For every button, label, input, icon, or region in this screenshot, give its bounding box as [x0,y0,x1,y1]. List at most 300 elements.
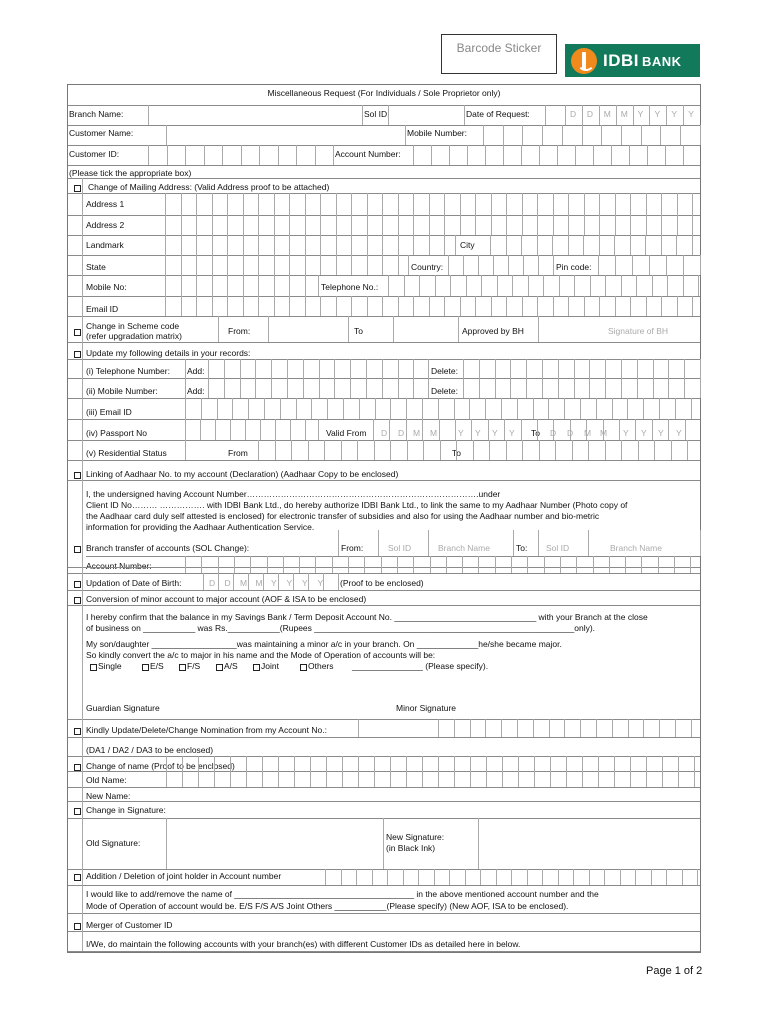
mode-label: F/S [187,661,201,671]
cell-divider [615,296,616,316]
cell-divider [582,105,583,125]
rule-line [68,573,700,574]
landmark-label: Landmark [86,240,124,250]
name-change-checkbox[interactable] [74,764,81,771]
telephone-no-label: Telephone No.: [321,282,379,292]
cell-divider [348,316,349,342]
bank-logo [565,44,700,77]
cell-divider [470,756,471,787]
passport-date-char: M [413,428,421,438]
cell-divider [423,440,424,460]
cell-divider [668,419,669,440]
cell-divider [227,193,228,215]
passport-date-char: M [430,428,438,438]
cell-divider [181,235,182,255]
nomination-checkbox[interactable] [74,728,81,735]
cell-divider [303,359,304,398]
logo-word: BANK [642,53,682,69]
cell-divider [444,296,445,316]
cell-divider [430,556,431,573]
cell-divider [243,215,244,235]
cell-divider [444,235,445,255]
branch-transfer-from-label: From: [341,543,364,553]
date-char: Y [637,109,644,119]
cell-divider [407,440,408,460]
cell-divider [165,275,166,296]
cell-divider [351,296,352,316]
cell-divider [390,398,391,419]
rule-line [68,398,700,399]
cell-divider [543,275,544,296]
cell-divider [470,719,471,737]
cell-divider [653,359,654,398]
cell-divider [389,419,390,440]
old-signature-label: Old Signature: [86,838,141,848]
cell-divider [181,275,182,296]
cell-divider [589,869,590,885]
dob-date-char: Y [317,578,324,588]
cell-divider [633,105,634,125]
cell-divider [283,556,284,573]
merger-checkbox[interactable] [74,923,81,930]
cell-divider [537,296,538,316]
cell-divider [466,275,467,296]
cell-divider [611,145,612,165]
cell-divider [294,756,295,787]
cell-divider [343,398,344,419]
date-char: D [586,109,594,119]
cell-divider [475,296,476,316]
cell-divider [255,359,256,398]
cell-divider [212,235,213,255]
cell-divider [271,359,272,398]
cell-divider [478,556,479,573]
cell-divider [359,398,360,419]
cell-divider [196,275,197,296]
page-number: Page 1 of 2 [646,965,703,977]
telephone-number-label: (i) Telephone Number: [86,366,170,376]
dob-date-char: Y [302,578,308,588]
barcode-sticker-box [441,34,557,74]
cell-divider [647,145,648,165]
cell-divider [661,193,662,215]
cell-divider [274,215,275,235]
cell-divider [375,398,376,419]
cell-divider [324,440,325,460]
email-update-label: (iii) Email ID [86,407,132,417]
rule-line [68,818,700,819]
dob-date-char: D [224,578,231,588]
rule-line [68,801,700,802]
tick-note: (Please tick the appropriate box) [69,168,192,178]
form-title: Miscellaneous Request (For Individuals / Sole Proprietor only) [267,88,501,98]
cell-divider [208,359,209,398]
barcode-label: Barcode Sticker [456,41,542,55]
mobile-delete-label: Delete: [431,386,458,396]
cell-divider [588,440,589,460]
cell-divider [630,193,631,215]
cell-divider [684,359,685,398]
cell-divider [490,235,491,255]
cell-divider [448,255,449,275]
cell-divider [429,215,430,235]
passport-date-char: M [600,428,608,438]
cell-divider [676,235,677,255]
cell-divider [537,193,538,215]
old-name-label: Old Name: [86,775,127,785]
cell-divider [565,105,566,125]
cell-divider [580,719,581,737]
cell-divider [521,235,522,255]
cell-divider [654,440,655,460]
cell-divider [661,296,662,316]
mode-checkbox[interactable] [253,664,260,671]
cell-divider [598,756,599,787]
cell-divider [549,719,550,737]
cell-divider [185,145,186,165]
cell-divider [641,125,642,145]
rule-line [86,556,700,557]
aadhaar-checkbox[interactable] [74,472,81,479]
cell-divider [434,869,435,885]
cell-divider [351,255,352,275]
cell-divider [367,235,368,255]
cell-divider [674,556,675,573]
cell-divider [182,756,183,787]
cell-divider [422,419,423,440]
cell-divider [553,193,554,215]
cell-divider [666,105,667,125]
cell-divider [342,756,343,787]
cell-divider [568,235,569,255]
branch-name-label: Branch Name: [69,109,124,119]
cell-divider [683,105,684,125]
cell-divider [564,398,565,419]
mode-checkbox[interactable] [300,664,307,671]
branch-transfer-checkbox[interactable] [74,546,81,553]
cell-divider [512,275,513,296]
cell-divider [553,215,554,235]
cell-divider [258,193,259,215]
cell-divider [698,275,699,296]
to-branch-name-placeholder: Branch Name [610,543,662,553]
cell-divider [692,215,693,235]
cell-divider [214,756,215,787]
cell-divider [264,398,265,419]
cell-divider [643,719,644,737]
rule-line [68,178,700,179]
cell-divider [336,255,337,275]
cell-divider [485,719,486,737]
cell-divider [227,275,228,296]
cell-divider [497,275,498,296]
cell-divider [181,255,182,275]
cell-divider [440,440,441,460]
cell-divider [278,756,279,787]
cell-divider [212,275,213,296]
cell-divider [259,145,260,165]
cell-divider [181,215,182,235]
date-char: Y [671,109,678,119]
cell-divider [444,215,445,235]
cell-divider [382,255,383,275]
cell-divider [323,573,324,590]
date-char: D [570,109,577,119]
cell-divider [544,556,545,573]
cell-divider [463,359,464,398]
account-number-label: Account Number: [335,149,401,159]
cell-divider [382,359,383,398]
cell-divider [645,235,646,255]
mobile-no-label: Mobile No: [86,282,127,292]
cell-divider [675,719,676,737]
mailing-checkbox[interactable] [74,185,81,192]
cell-divider [230,419,231,440]
cell-divider [406,419,407,440]
cell-divider [527,556,528,573]
cell-divider [227,235,228,255]
cell-divider [668,359,669,398]
cell-divider [165,193,166,215]
cell-divider [320,296,321,316]
rule-line [68,869,700,870]
cell-divider [504,419,505,440]
cell-divider [305,296,306,316]
cell-divider [518,756,519,787]
cell-divider [341,440,342,460]
cell-divider [513,530,514,556]
cell-divider [201,398,202,419]
mailing-title: Change of Mailing Address: (Valid Address proof to be attached) [88,182,330,192]
cell-divider [250,556,251,573]
cell-divider [388,105,389,125]
cell-divider [479,359,480,398]
cell-divider [289,296,290,316]
dob-checkbox[interactable] [74,581,81,588]
minor-checkbox[interactable] [74,597,81,604]
cell-divider [683,255,684,275]
cell-divider [621,275,622,296]
cell-divider [227,296,228,316]
cell-divider [196,215,197,235]
signature-checkbox[interactable] [74,808,81,815]
cell-divider [262,756,263,787]
cell-divider [615,193,616,215]
mode-checkbox[interactable] [142,664,149,671]
cell-divider [455,235,456,255]
cell-divider [275,419,276,440]
cell-divider [222,145,223,165]
cell-divider [218,556,219,573]
cell-divider [677,215,678,235]
cell-divider [258,255,259,275]
rule-line [68,771,700,772]
from-branch-name-placeholder: Branch Name [438,543,490,553]
cell-divider [506,440,507,460]
update-checkbox[interactable] [74,351,81,358]
cell-divider [638,440,639,460]
mode-checkbox[interactable] [90,664,97,671]
cell-divider [185,359,186,398]
cell-divider [332,556,333,573]
scheme-checkbox[interactable] [74,329,81,336]
cell-divider [305,235,306,255]
passport-date-char: Y [509,428,515,438]
cell-divider [677,193,678,215]
mobile-number-label: Mobile Number: [407,128,467,138]
passport-date-char: Y [492,428,498,438]
cell-divider [456,440,457,460]
passport-date-char: D [567,428,574,438]
cell-divider [305,193,306,215]
cell-divider [398,359,399,398]
mode-checkbox[interactable] [179,664,186,671]
cell-divider [649,255,650,275]
cell-divider [560,556,561,573]
cell-divider [196,235,197,255]
cell-divider [574,359,575,398]
cell-divider [201,556,202,573]
cell-divider [545,105,546,125]
cell-divider [278,573,279,590]
cell-divider [495,556,496,573]
cell-divider [212,296,213,316]
cell-divider [439,419,440,440]
cell-divider [422,398,423,419]
cell-divider [506,193,507,215]
cell-divider [471,419,472,440]
joint-holder-checkbox[interactable] [74,874,81,881]
cell-divider [278,145,279,165]
cell-divider [383,818,384,869]
cell-divider [601,125,602,145]
cell-divider [491,296,492,316]
cell-divider [212,215,213,235]
cell-divider [438,756,439,787]
nomination-forms-note: (DA1 / DA2 / DA3 to be enclosed) [86,745,214,755]
mode-label: Others [308,661,334,671]
cell-divider [550,756,551,787]
cell-divider [413,359,414,398]
cell-divider [289,255,290,275]
cell-divider [382,215,383,235]
passport-date-char: Y [623,428,629,438]
cell-divider [573,869,574,885]
cell-divider [418,869,419,885]
cell-divider [619,419,620,440]
cell-divider [510,359,511,398]
passport-date-char: Y [641,428,647,438]
cell-divider [243,275,244,296]
cell-divider [358,756,359,787]
cell-divider [661,235,662,255]
cell-divider [408,255,409,275]
customer-id-label: Customer ID: [69,149,120,159]
cell-divider [419,275,420,296]
dob-date-char: Y [271,578,277,588]
cell-divider [666,255,667,275]
cell-divider [454,398,455,419]
passport-date-char: M [584,428,592,438]
update-title: Update my following details in your records: [86,348,251,358]
country-label: Country: [411,262,444,272]
cell-divider [692,296,693,316]
cell-divider [460,215,461,235]
minor-line3: My son/daughter __________________was maintaining a minor a/c in your branch. On _____________he/she became major. [86,639,562,649]
passport-date-char: Y [458,428,464,438]
cell-divider [405,125,406,145]
cell-divider [687,440,688,460]
cell-divider [643,398,644,419]
mode-label: E/S [150,661,164,671]
cell-divider [682,869,683,885]
cell-divider [495,359,496,398]
cell-divider [398,296,399,316]
mode-checkbox[interactable] [216,664,223,671]
cell-divider [576,556,577,573]
cell-divider [167,145,168,165]
cell-divider [413,215,414,235]
cell-divider [625,556,626,573]
cell-divider [680,125,681,145]
cell-divider [630,235,631,255]
cell-divider [290,419,291,440]
cell-divider [165,255,166,275]
new-name-label: New Name: [86,791,131,801]
cell-divider [632,255,633,275]
cell-divider [589,359,590,398]
cell-divider [382,235,383,255]
cell-divider [196,296,197,316]
rule-line [68,255,700,256]
cell-divider [538,530,539,556]
cell-divider [671,440,672,460]
cell-divider [196,255,197,275]
cell-divider [506,235,507,255]
cell-divider [538,316,539,342]
cell-divider [390,756,391,787]
cell-divider [227,215,228,235]
address2-label: Address 2 [86,220,125,230]
cell-divider [677,296,678,316]
cell-divider [522,193,523,215]
cell-divider [429,235,430,255]
nomination-title: Kindly Update/Delete/Change Nomination from my Account No.: [86,725,327,735]
rule-line [68,316,700,317]
cell-divider [538,255,539,275]
cell-divider [568,193,569,215]
cell-divider [651,869,652,885]
cell-divider [325,869,326,885]
cell-divider [366,359,367,398]
cell-divider [521,145,522,165]
cell-divider [351,215,352,235]
cell-divider [537,235,538,255]
cell-divider [506,215,507,235]
telephone-delete-label: Delete: [431,366,458,376]
cell-divider [260,419,261,440]
cell-divider [413,235,414,255]
cell-divider [697,869,698,885]
cell-divider [593,145,594,165]
cell-divider [635,869,636,885]
dob-proof-label: (Proof to be enclosed) [340,578,424,588]
name-change-title: Change of name (Proof to be enclosed) [86,761,235,771]
cell-divider [398,255,399,275]
branch-transfer-title: Branch transfer of accounts (SOL Change): [86,543,250,553]
cell-divider [308,440,309,460]
passport-date-char: D [550,428,557,438]
